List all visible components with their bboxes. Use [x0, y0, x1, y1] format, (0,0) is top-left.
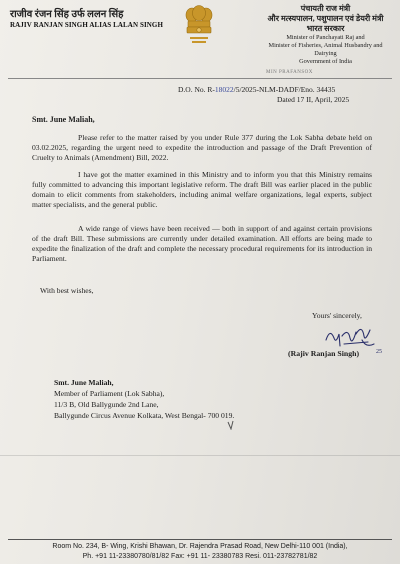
recipient-name: Smt. June Maliah,: [54, 378, 114, 387]
dated-handwritten-day: 17 II: [296, 95, 312, 104]
salutation: Smt. June Maliah,: [32, 115, 95, 124]
letterhead-left: [10, 6, 175, 29]
dated-prefix: Dated: [277, 95, 297, 104]
footer-address: Room No. 234, B- Wing, Krishi Bhawan, Dr. Rajendra Prasad Road, New Delhi-110 001 (India),: [52, 543, 348, 550]
letterhead-right: [258, 4, 393, 66]
body-paragraph-3: A wide range of views have been received — both in support of and against certain provisions of the draft Bill. These submissions are currently under detailed examination. All efforts are being made to expedite the finalization of the draft and complete the necessary procedural requirements for its introduction in Parliament.: [32, 224, 372, 263]
letter-footer: [0, 542, 400, 562]
minister-name-hindi: राजीव रंजन सिंह उर्फ ललन सिंह: [10, 9, 124, 20]
dated-suffix: , April, 2025: [311, 95, 350, 104]
address-line-2: 11/3 B, Old Ballygunde 2nd Lane,: [54, 400, 159, 409]
title-hindi-1: पंचायती राज मंत्री: [300, 4, 351, 13]
closing-wishes: With best wishes,: [40, 286, 94, 295]
valediction: Yours' sincerely,: [312, 311, 362, 320]
do-suffix: /5/2025-NLM-DADF/Eno. 34435: [233, 85, 336, 94]
body-paragraph-1: Please refer to the matter raised by you under Rule 377 during the Lok Sabha debate held on 03.02.2025, regarding the urgent need to expedite the introduction and passage of the Draft Prevention of Cruelty to Animals (Amendment) Bill, 2022.: [32, 133, 372, 162]
header-divider: [8, 78, 392, 79]
pen-tick-mark: [227, 420, 235, 430]
do-handwritten-number: 18022: [214, 85, 234, 94]
paper-fold-line: [0, 455, 400, 456]
title-hindi-2: और मत्स्यपालन, पशुपालन एवं डेयरी मंत्री: [267, 14, 384, 23]
minister-name-english: RAJIV RANJAN SINGH ALIAS LALAN SINGH: [10, 21, 164, 29]
signature-date: 25: [376, 349, 382, 355]
national-emblem-icon: [182, 4, 216, 48]
do-reference-number: [178, 85, 335, 94]
title-english-3: Government of India: [299, 58, 352, 65]
smudged-stamp-text: MIN PRAFANSOX: [266, 70, 313, 75]
footer-phone: Ph. +91 11-23380780/81/82 Fax: +91 11- 23380783 Resi. 011-23782781/82: [82, 553, 318, 560]
do-prefix: D.O. No. R-: [178, 85, 215, 94]
letter-date: [277, 95, 349, 104]
title-english-1: Minister of Panchayati Raj and: [286, 34, 365, 41]
footer-divider: [8, 539, 392, 540]
body-paragraph-2: I have got the matter examined in this Ministry and to inform you that this Ministry remains fully committed to advancing this important legislative reform. The draft Bill was earlier placed in the public domain to elicit comments from stakeholders, including animal welfare organizations, legal experts, subject matter specialists, and the general public.: [32, 170, 372, 209]
signatory-name: (Rajiv Ranjan Singh): [288, 349, 360, 358]
title-english-2: Minister of Fisheries, Animal Husbandry and Dairying: [268, 42, 383, 57]
address-line-3: Ballygunde Circus Avenue Kolkata, West Bengal- 700 019.: [54, 411, 235, 420]
address-line-1: Member of Parliament (Lok Sabha),: [54, 389, 165, 398]
title-hindi-3: भारत सरकार: [306, 24, 345, 33]
recipient-address: [54, 377, 234, 421]
